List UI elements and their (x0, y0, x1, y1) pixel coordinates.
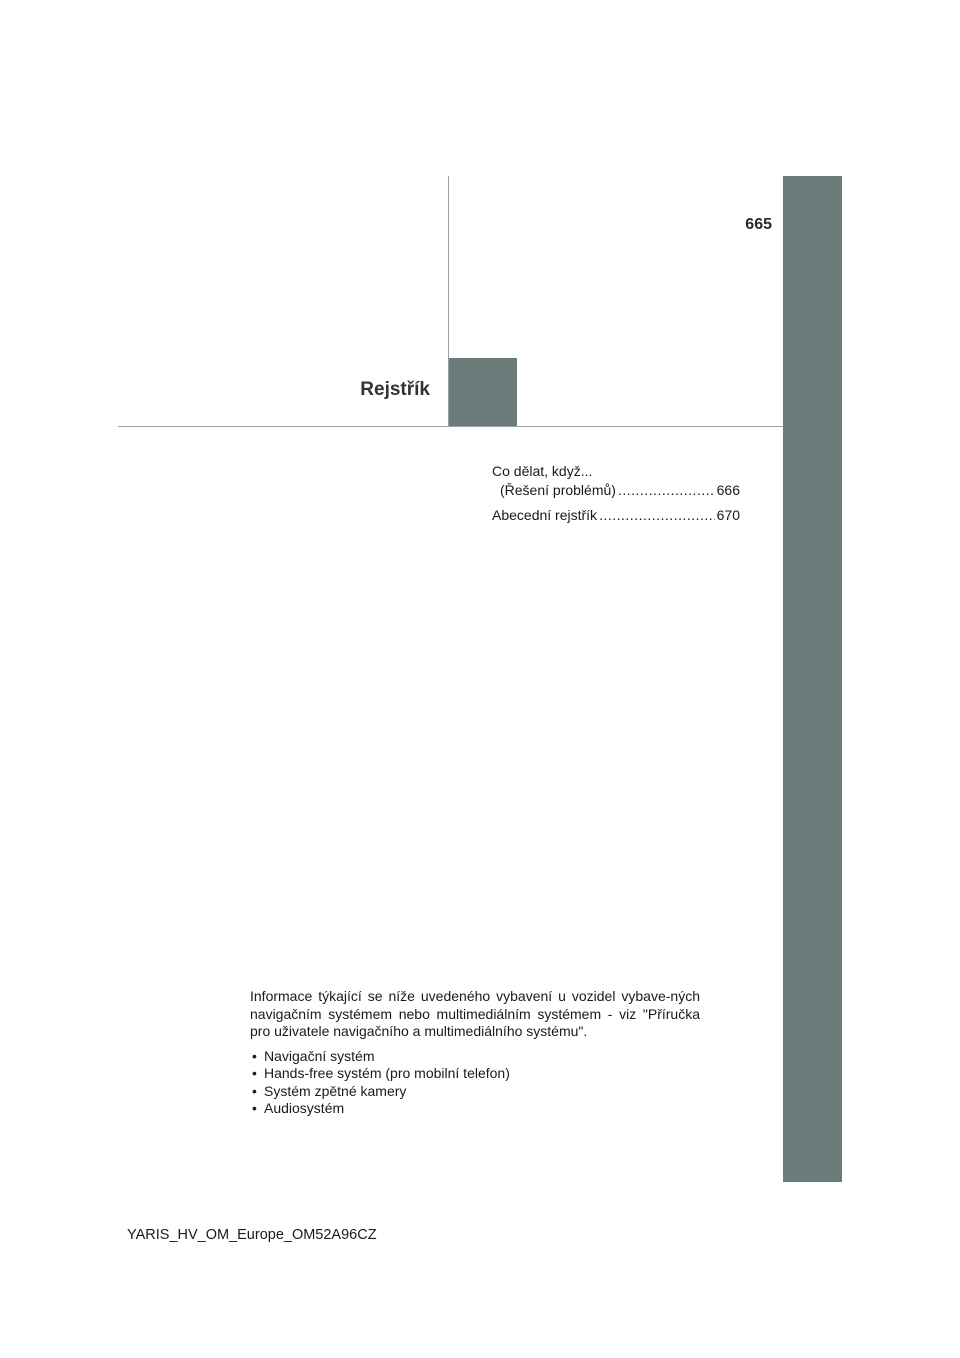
list-item-text: Audiosystém (264, 1100, 345, 1116)
toc-line (492, 506, 740, 525)
list-item (250, 1048, 700, 1066)
table-of-contents (492, 462, 740, 531)
bullet-icon: • (252, 1082, 257, 1099)
toc-entry-text: Abecední rejstřík (492, 507, 598, 523)
toc-page-number: 666 (716, 482, 740, 498)
section-marker-block (449, 358, 517, 426)
section-title: Rejstřík (360, 379, 430, 400)
toc-entry-troubleshooting[interactable] (492, 462, 740, 500)
toc-leader-dots (599, 506, 715, 525)
page-number: 665 (745, 216, 772, 233)
toc-entry-alphabetical-index[interactable] (492, 506, 740, 525)
bullet-icon: • (252, 1065, 257, 1081)
horizontal-rule (118, 426, 783, 427)
toc-leader-dots (618, 481, 715, 500)
side-tab-bar (783, 176, 842, 1182)
toc-page-number: 670 (716, 507, 740, 523)
list-item (250, 1100, 700, 1118)
toc-line (492, 462, 740, 481)
list-item (250, 1083, 700, 1101)
list-item (250, 1065, 700, 1083)
info-note (250, 988, 700, 1118)
info-paragraph: Informace týkající se níže uvedeného vybavení u vozidel vybave-ných navigačním systémem nebo multimediálním systémem - viz "Příručka pro uživatele navigačního a multimediálního systému". (250, 988, 700, 1039)
toc-entry-text: Co dělat, když... (492, 463, 593, 479)
bullet-icon: • (252, 1047, 257, 1064)
toc-entry-text: (Řešení problémů) (500, 482, 616, 498)
equipment-list (250, 1048, 700, 1118)
list-item-text: Hands-free systém (pro mobilní telefon) (264, 1065, 510, 1081)
list-item-text: Navigační systém (264, 1047, 375, 1064)
toc-line (492, 481, 740, 500)
list-item-text: Systém zpětné kamery (264, 1082, 407, 1099)
bullet-icon: • (252, 1100, 257, 1116)
document-code-footer: YARIS_HV_OM_Europe_OM52A96CZ (127, 1227, 377, 1243)
